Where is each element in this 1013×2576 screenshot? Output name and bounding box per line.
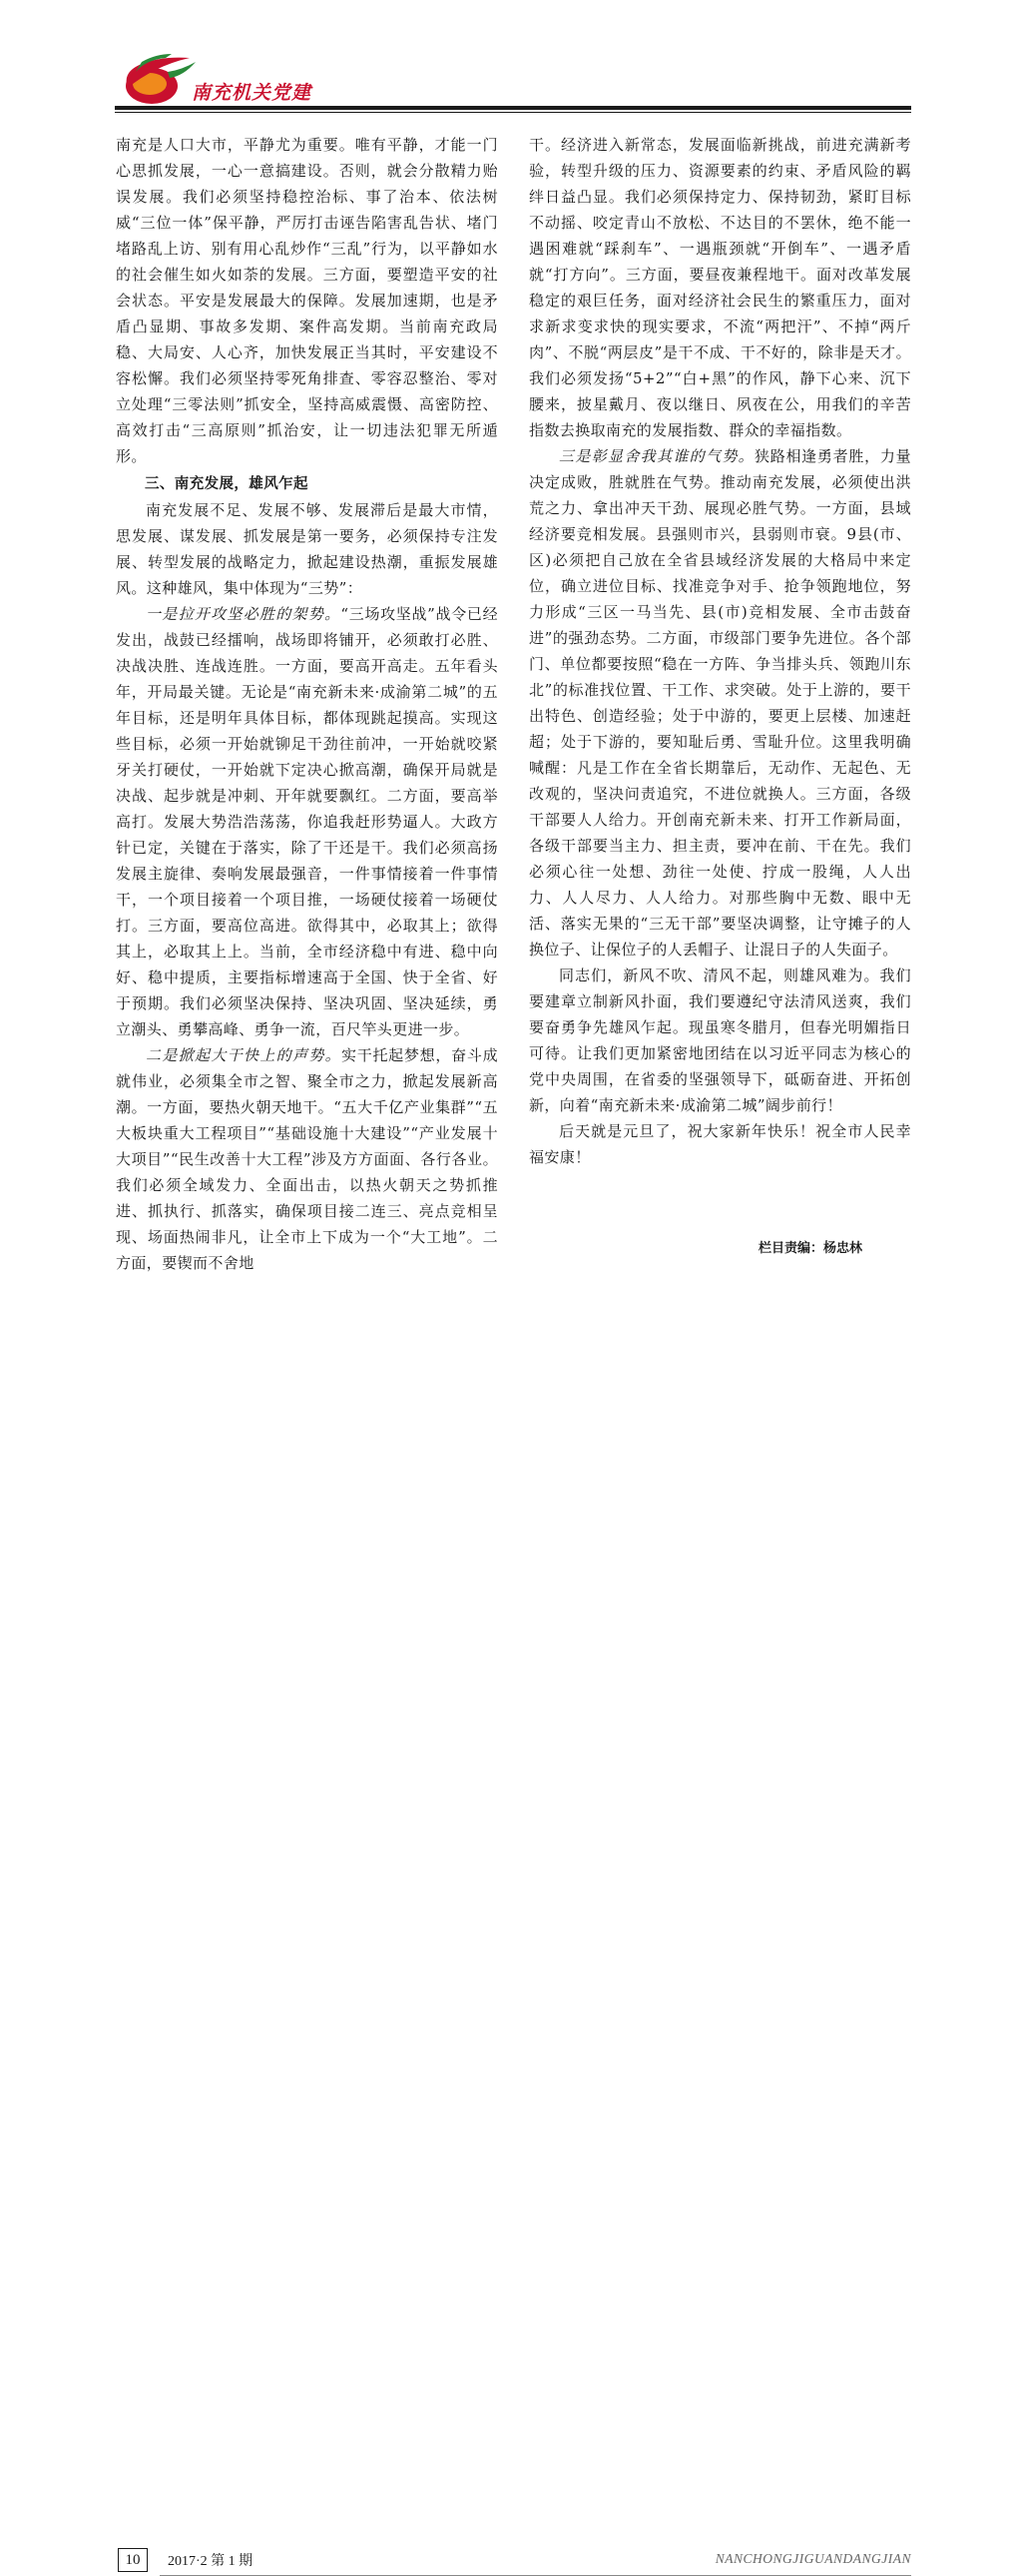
paragraph (116, 601, 498, 1042)
paragraph-lead: 一是拉开攻坚必胜的架势。 (146, 605, 341, 623)
magazine-title: 南充机关党建 (192, 82, 312, 104)
paragraph: 后天就是元旦了，祝大家新年快乐！祝全市人民幸福安康！ (529, 1122, 911, 1166)
paragraph-text: “三场攻坚战”战令已经发出，战鼓已经擂响，战场即将铺开，必须敢打必胜、决战决胜、连战连胜。一方面，要高开高走。五年看头年，开局最关键。无论是“南充新未来·成渝第二城”的五年目标，还是明年具体目标，都体现跳起摸高。实现这些目标，必须一开始就铆足干劲往前冲，一开始就咬紧牙关打硬仗，一开始就下定决心掀高潮，确保开局就是决战、起步就是冲刺、开年就要飘红。二方面，要高举高打。发展大势浩浩荡荡，你追我赶形势逼人。大政方针已定，关键在于落实，除了干还是干。我们必须高扬发展主旋律、奏响发展最强音，一件事情接着一件事情干，一个项目接着一个项目推，一场硬仗接着一场硬仗打。三方面，要高位高进。欲得其中，必取其上；欲得其上，必取其上上。当前，全市经济稳中有进、稳中向好、稳中提质，主要指标增速高于全国、快于全省、好于预期。我们必须坚决保持、坚决巩固、坚决延续，勇立潮头、勇攀高峰、勇争一流，百尺竿头更进一步。 (116, 605, 498, 1038)
paragraph-lead: 三是彰显舍我其谁的气势。 (559, 447, 755, 465)
paragraph-text: 狭路相逢勇者胜，力量决定成败，胜就胜在气势。推动南充发展，必须使出洪荒之力、拿出冲天干劲、展现必胜气势。一方面，县域经济要竞相发展。县强则市兴，县弱则市衰。9县(市、区)必须把自己放在全省县域经济发展的大格局中来定位，确立进位目标、找准竞争对手、抢争领跑地位，努力形成“三区一马当先、县(市)竞相发展、全市击鼓奋进”的强劲态势。二方面，市级部门要争先进位。各个部门、单位都要按照“稳在一方阵、争当排头兵、领跑川东北”的标准找位置、干工作、求突破。处于上游的，要干出特色、创造经验；处于中游的，要更上层楼、加速赶超；处于下游的，要知耻后勇、雪耻升位。这里我明确喊醒：凡是工作在全省长期靠后，无动作、无起色、无改观的，坚决问责追究，不进位就换人。三方面，各级干部要人人给力。开创南充新未来、打开工作新局面，各级干部要当主力、担主责，要冲在前、干在先。我们必须心往一处想、劲往一处使、拧成一股绳，人人出力、人人尽力、人人给力。对那些胸中无数、眼中无活、落实无果的“三无干部”要坚决调整，让守摊子的人换位子、让保位子的人丢帽子、让混日子的人失面子。 (529, 447, 911, 959)
section-heading: 三、南充发展，雄风乍起 (145, 476, 308, 492)
magazine-pinyin: NANCHONGJIGUANDANGJIAN (715, 2551, 911, 2566)
page-number: 10 (118, 2548, 148, 2572)
paragraph-lead: 二是掀起大干快上的声势。 (146, 1046, 341, 1064)
issue-label: 2017·2 第 1 期 (168, 2554, 253, 2569)
page-header (0, 0, 1013, 120)
column-editor: 栏目责编：杨忠林 (759, 1241, 863, 1256)
paragraph: 南充是人口大市，平静尤为重要。唯有平静，才能一门心思抓发展，一心一意搞建设。否则，就会分散精力贻误发展。我们必须坚持稳控治标、事了治本、依法树威“三位一体”保平静，严厉打击诬告陷害乱告状、堵门堵路乱上访、别有用心乱炒作“三乱”行为，以平静如水的社会催生如火如荼的发展。三方面，要塑造平安的社会状态。平安是发展最大的保障。发展加速期，也是矛盾凸显期、事故多发期、案件高发期。当前南充政局稳、大局安、人心齐，加快发展正当其时，平安建设不容松懈。我们必须坚持零死角排查、零容忍整治、零对立处理“三零法则”抓安全，坚持高威震慑、高密防控、高效打击“三高原则”抓治安，让一切违法犯罪无所遁形。 (116, 136, 498, 465)
paragraph: 南充发展不足、发展不够、发展滞后是最大市情，思发展、谋发展、抓发展是第一要务，必须保持专注发展、转型发展的战略定力，掀起建设热潮，重振发展雄风。这种雄风，集中体现为“三势”： (116, 501, 498, 597)
paragraph: 干。经济进入新常态，发展面临新挑战，前进充满新考验，转型升级的压力、资源要素的约束、矛盾风险的羁绊日益凸显。我们必须保持定力、保持韧劲，紧盯目标不动摇、咬定青山不放松、不达目的不罢休，绝不能一遇困难就“踩刹车”、一遇瓶颈就“开倒车”、一遇矛盾就“打方向”。三方面，要昼夜兼程地干。面对改革发展稳定的艰巨任务，面对经济社会民生的繁重压力，面对求新求变求快的现实要求，不流“两把汗”、不掉“两斤肉”、不脱“两层皮”是干不成、干不好的，除非是天才。我们必须发扬“5+2”“白+黑”的作风，静下心来、沉下腰来，披星戴月、夜以继日、夙夜在公，用我们的辛苦指数去换取南充的发展指数、群众的幸福指数。 (529, 136, 911, 439)
magazine-logo-icon (112, 42, 202, 112)
left-column (116, 132, 498, 1276)
page-footer (0, 1268, 1013, 2569)
paragraph-text: 实干托起梦想，奋斗成就伟业，必须集全市之智、聚全市之力，掀起发展新高潮。一方面，要热火朝天地干。“五大千亿产业集群”“五大板块重大工程项目”“基础设施十大建设”“产业发展十大项目”“民生改善十大工程”涉及方方面面、各行各业。我们必须全域发力、全面出击，以热火朝天之势抓推进、抓执行、抓落实，确保项目接二连三、亮点竞相呈现、场面热闹非凡，让全市上下成为一个“大工地”。二方面，要锲而不舍地 (116, 1046, 498, 1272)
header-rule (115, 106, 911, 110)
paragraph: 同志们，新风不吹、清风不起，则雄风难为。我们要建章立制新风扑面，我们要遵纪守法清风送爽，我们要奋勇争先雄风乍起。现虽寒冬腊月，但春光明媚指日可待。让我们更加紧密地团结在以习近平同志为核心的党中央周围，在省委的坚强领导下，砥砺奋进、开拓创新，向着“南充新未来·成渝第二城”阔步前行！ (529, 966, 911, 1114)
header-rule-thin (115, 112, 911, 113)
right-column (529, 132, 911, 1170)
paragraph (529, 443, 911, 963)
paragraph (116, 1042, 498, 1276)
